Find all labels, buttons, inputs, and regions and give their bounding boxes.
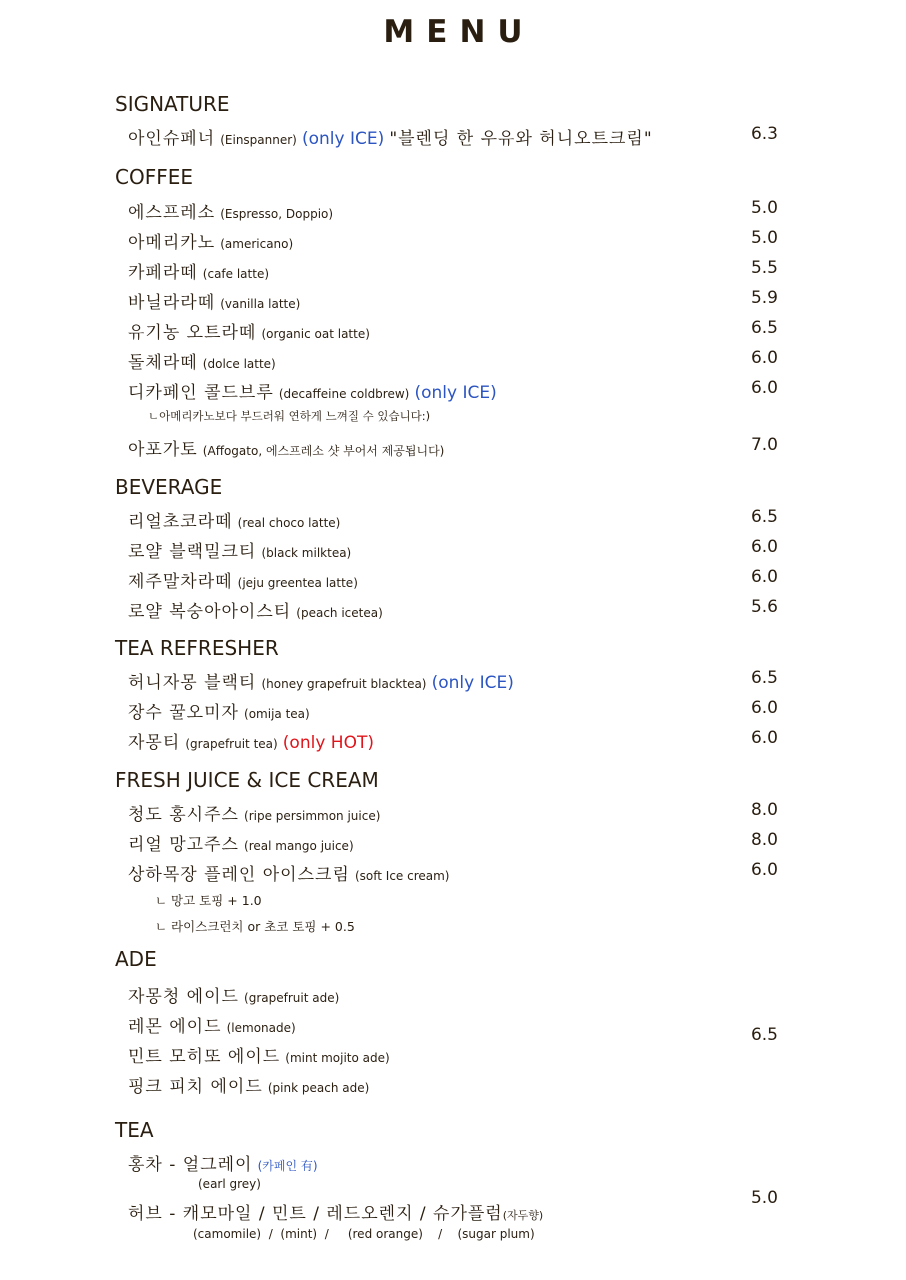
ade-price: 6.5 [750,1025,778,1045]
item-english: (real choco latte) [237,516,341,530]
item-english: (jeju greentea latte) [237,576,358,590]
item-english: (grapefruit tea) [185,737,278,751]
only-ice-tag: (only ICE) [431,673,514,693]
menu-item [128,728,778,753]
item-price: 6.5 [750,668,778,688]
page-title: MENU [383,14,535,50]
item-price: 5.5 [750,258,778,278]
item-english: (lemonade) [226,1021,296,1035]
only-ice-tag: (only ICE) [414,383,497,403]
item-english: (pink peach ade) [267,1081,370,1095]
plum-flavor-note: (자두향) [502,1209,544,1222]
item-name: 리얼 망고주스 [128,835,239,855]
item-english: (mint mojito ade) [285,1051,390,1065]
section-heading-tea-refresher: TEA REFRESHER [115,636,279,660]
menu-item [128,318,778,343]
item-price: 6.5 [750,318,778,338]
item-english: (ripe persimmon juice) [244,809,381,823]
menu-item [128,435,778,460]
only-ice-tag: (only ICE) [301,129,385,149]
item-price: 8.0 [750,830,778,850]
only-hot-tag: (only HOT) [282,733,374,753]
item-name: 돌체라떼 [128,353,198,373]
menu-item [128,668,778,693]
item-english: (grapefruit ade) [244,991,340,1005]
item-english: (dolce latte) [202,357,276,371]
item-name: 유기농 오트라떼 [128,323,257,343]
item-price: 5.0 [750,228,778,248]
item-price: 6.0 [750,537,778,557]
item-name: 에스프레소 [128,203,216,223]
item-name: 제주말차라떼 [128,572,233,592]
item-name: 로얄 블랙밀크티 [128,542,257,562]
item-price: 6.3 [750,124,778,144]
menu-item [128,348,778,373]
item-name: 홍차 - 얼그레이 [128,1155,253,1175]
menu-item [128,1072,778,1097]
section-heading-signature: SIGNATURE [115,92,230,116]
item-english: (americano) [220,237,294,251]
item-name: 레몬 에이드 [128,1017,222,1037]
section-heading-ade: ADE [115,947,157,971]
item-english: (honey grapefruit blacktea) [261,677,427,691]
menu-item [128,860,778,885]
item-name: 아포가토 [128,440,198,460]
item-name: 허브 - 캐모마일 / 민트 / 레드오렌지 / 슈가플럼 [128,1204,503,1224]
tea-price: 5.0 [750,1188,778,1208]
item-english: (camomile) / (mint) / (red orange) / (sugar plum) [193,1227,535,1241]
item-name: 허니자몽 블랙티 [128,673,257,693]
menu-item [128,198,778,223]
item-english: (Espresso, Doppio) [220,207,334,221]
menu-item [128,378,778,403]
decaf-note: ㄴ아메리카노보다 부드러워 연하게 느껴질 수 있습니다:) [148,409,431,423]
item-price: 6.0 [750,728,778,748]
item-name: 로얄 복숭아아이스티 [128,602,292,622]
item-name: 민트 모히또 에이드 [128,1047,281,1067]
item-english: (Einspanner) [220,133,297,147]
menu-item [128,124,778,149]
item-name: 자몽청 에이드 [128,987,239,1007]
item-english: (vanilla latte) [220,297,301,311]
section-heading-beverage: BEVERAGE [115,475,223,499]
topping-note: ㄴ 망고 토핑 + 1.0 [155,893,262,908]
menu-item [128,597,778,622]
item-price: 5.9 [750,288,778,308]
item-price: 6.0 [750,378,778,398]
menu-item [128,800,778,825]
item-english: (Affogato, 에스프레소 샷 부어서 제공됩니다) [202,444,445,458]
item-english: (peach icetea) [296,606,383,620]
item-english: (cafe latte) [202,267,270,281]
item-english: (decaffeine coldbrew) [278,387,410,401]
item-name: 아메리카노 [128,233,216,253]
item-name: 리얼초코라떼 [128,512,233,532]
item-name: 장수 꿀오미자 [128,703,239,723]
item-price: 6.5 [750,507,778,527]
item-english: (omija tea) [244,707,310,721]
item-name: 아인슈페너 [128,129,216,149]
menu-item [128,288,778,313]
item-english: (organic oat latte) [261,327,370,341]
menu-item [128,1150,778,1175]
item-name: 바닐라라떼 [128,293,216,313]
menu-item [128,507,778,532]
item-price: 5.0 [750,198,778,218]
ade-price-row [128,1025,778,1047]
topping-note: ㄴ 라이스크런치 or 초코 토핑 + 0.5 [155,919,355,934]
section-heading-coffee: COFFEE [115,165,193,189]
item-price: 8.0 [750,800,778,820]
item-name: 청도 홍시주스 [128,805,239,825]
menu-item [128,537,778,562]
item-name: 상하목장 플레인 아이스크림 [128,865,350,885]
item-price: 6.0 [750,348,778,368]
caffeine-tag: (카페인 有) [257,1159,318,1173]
section-heading-tea: TEA [115,1118,154,1142]
item-english: (real mango juice) [244,839,354,853]
item-price: 6.0 [750,698,778,718]
item-price: 5.6 [750,597,778,617]
menu-item [128,228,778,253]
item-price: 6.0 [750,860,778,880]
tea-price-row [128,1188,778,1210]
menu-item [128,567,778,592]
section-heading-juice: FRESH JUICE & ICE CREAM [115,768,379,792]
item-name: 디카페인 콜드브루 [128,383,274,403]
item-english: (earl grey) [198,1177,261,1191]
menu-item [128,830,778,855]
item-name: 자몽티 [128,733,181,753]
item-description: "블렌딩 한 우유와 허니오트크림" [389,129,653,149]
menu-item [128,698,778,723]
item-name: 핑크 피치 에이드 [128,1077,263,1097]
item-name: 카페라떼 [128,263,198,283]
item-price: 6.0 [750,567,778,587]
item-english: (black milktea) [261,546,352,560]
item-price: 7.0 [750,435,778,455]
item-english: (soft Ice cream) [354,869,450,883]
menu-item [128,982,778,1007]
menu-item [128,258,778,283]
